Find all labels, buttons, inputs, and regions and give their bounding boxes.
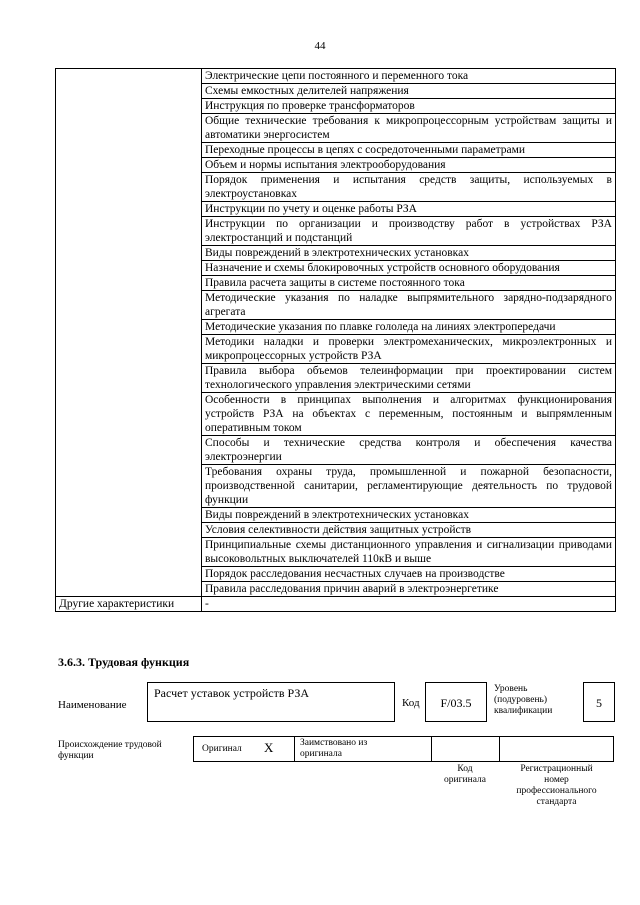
name-label: Наименование: [58, 699, 127, 711]
knowledge-item: Методические указания по плавке гололеда на линиях электропередачи: [202, 320, 616, 335]
origin-label: [58, 740, 162, 762]
borrowed-label: [300, 738, 367, 760]
knowledge-item: Объем и нормы испытания электрооборудования: [202, 158, 616, 173]
level-label: [494, 684, 552, 717]
knowledge-label-cell: [56, 69, 202, 597]
knowledge-item: Порядок расследования несчастных случаев на производстве: [202, 567, 616, 582]
knowledge-item: Электрические цепи постоянного и переменного тока: [202, 69, 616, 84]
name-field: [147, 682, 395, 722]
level-label-line-1: Уровень: [494, 684, 528, 694]
origin-divider-2: [431, 736, 432, 762]
knowledge-item: Условия селективности действия защитных устройств: [202, 523, 616, 538]
level-label-line-2: (подуровень): [494, 695, 548, 705]
level-field: [583, 682, 615, 722]
knowledge-item: Методические указания по наладке выпрямительного зарядно-подзарядного агрегата: [202, 291, 616, 320]
origin-box: [193, 736, 614, 762]
knowledge-table-body: [56, 69, 616, 612]
other-characteristics-label: Другие характеристики: [56, 597, 202, 612]
knowledge-item: Общие технические требования к микропроцессорным устройствам защиты и автоматики энергосистем: [202, 114, 616, 143]
knowledge-item: Инструкции по организации и производству работ в устройствах РЗА электростанций и подстанций: [202, 217, 616, 246]
registration-caption: [499, 764, 614, 808]
code-field: [425, 682, 487, 722]
knowledge-item: Правила выбора объемов телеинформации при проектировании систем технологического управления электрическими сетями: [202, 364, 616, 393]
level-value: 5: [596, 696, 602, 710]
knowledge-item: Инструкция по проверке трансформаторов: [202, 99, 616, 114]
knowledge-item: Виды повреждений в электротехнических установках: [202, 508, 616, 523]
knowledge-item: Особенности в принципах выполнения и алгоритмах функционирования устройств РЗА на объектах с переменным, постоянным и выпрямленным оперативным током: [202, 393, 616, 436]
knowledge-item: Правила расчета защиты в системе постоянного тока: [202, 276, 616, 291]
registration-line-2: номер: [544, 775, 569, 785]
knowledge-item: Порядок применения и испытания средств защиты, используемых в электроустановках: [202, 173, 616, 202]
other-characteristics-value: -: [202, 597, 616, 612]
borrowed-label-line-1: Заимствовано из: [300, 738, 368, 748]
knowledge-item: Переходные процессы в цепях с сосредоточенными параметрами: [202, 143, 616, 158]
knowledge-item: Методики наладки и проверки электромеханических, микроэлектронных и микропроцессорных устройств РЗА: [202, 335, 616, 364]
knowledge-item: Инструкции по учету и оценке работы РЗА: [202, 202, 616, 217]
other-characteristics-row: [56, 597, 616, 612]
original-mark: X: [264, 740, 274, 755]
code-original-line-2: оригинала: [444, 775, 486, 785]
knowledge-table: [55, 68, 616, 612]
origin-divider-3: [499, 736, 500, 762]
origin-label-line-2: функции: [58, 751, 94, 761]
page-number: 44: [314, 40, 326, 52]
registration-line-3: профессионального: [516, 786, 597, 796]
knowledge-item: Способы и технические средства контроля и обеспечения качества электроэнергии: [202, 436, 616, 465]
code-value: F/03.5: [440, 696, 472, 710]
knowledge-item: Виды повреждений в электротехнических установках: [202, 246, 616, 261]
borrowed-label-line-2: оригинала: [300, 749, 342, 759]
origin-label-line-1: Происхождение трудовой: [58, 740, 162, 750]
registration-line-1: Регистрационный: [520, 764, 593, 774]
name-value: Расчет уставок устройств РЗА: [154, 686, 310, 700]
code-original-line-1: Код: [457, 764, 473, 774]
knowledge-item: Схемы емкостных делителей напряжения: [202, 84, 616, 99]
knowledge-item: Требования охраны труда, промышленной и пожарной безопасности, производственной санитарии, регламентирующие деятельность по трудовой функции: [202, 465, 616, 508]
section-heading: 3.6.3. Трудовая функция: [58, 655, 190, 669]
level-label-line-3: квалификации: [494, 706, 553, 716]
code-label: Код: [402, 697, 420, 709]
origin-divider-1: [294, 736, 295, 762]
code-original-caption: [431, 764, 499, 786]
knowledge-item: Назначение и схемы блокировочных устройств основного оборудования: [202, 261, 616, 276]
table-row: [56, 69, 616, 84]
original-label: Оригинал: [202, 744, 242, 754]
knowledge-item: Принципиальные схемы дистанционного управления и сигнализации приводами высоковольтных выключателей 110кВ и выше: [202, 538, 616, 567]
registration-line-4: стандарта: [536, 797, 577, 807]
knowledge-item: Правила расследования причин аварий в электроэнергетике: [202, 582, 616, 597]
